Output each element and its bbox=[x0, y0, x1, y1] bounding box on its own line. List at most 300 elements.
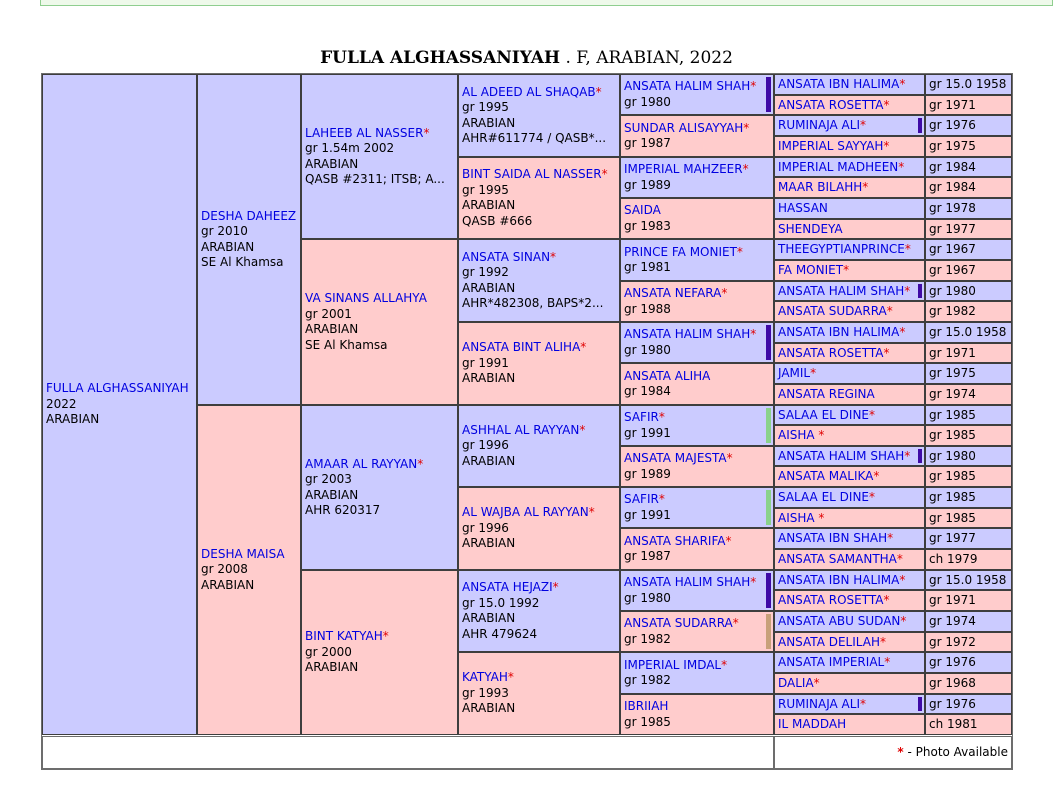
horse-name-link[interactable]: ANSATA REGINA bbox=[778, 387, 875, 401]
photo-star: * bbox=[843, 263, 850, 277]
horse-entry bbox=[624, 699, 770, 715]
pedigree-cell-gen4 bbox=[458, 322, 620, 405]
photo-star: * bbox=[899, 77, 906, 91]
pedigree-cell-gen6 bbox=[774, 177, 925, 198]
pedigree-cell-gen5 bbox=[620, 74, 774, 115]
legend-star: * bbox=[897, 745, 904, 759]
horse-entry bbox=[462, 505, 616, 521]
pedigree-cell-gen4 bbox=[458, 405, 620, 487]
color-marker bbox=[766, 614, 771, 649]
photo-star: * bbox=[862, 180, 869, 194]
pedigree-cell-gen6 bbox=[774, 363, 925, 384]
horse-detail: gr 1996 bbox=[462, 520, 509, 535]
horse-entry bbox=[624, 245, 770, 261]
horse-color-year: gr 1985 bbox=[925, 487, 1012, 508]
horse-detail: gr 1980 bbox=[624, 342, 671, 357]
pedigree-cell-gen6 bbox=[774, 322, 925, 343]
horse-entry bbox=[462, 250, 616, 266]
horse-detail: gr 1981 bbox=[624, 260, 671, 274]
horse-name-link[interactable]: IMPERIAL MAHZEER bbox=[624, 162, 743, 176]
photo-star: * bbox=[382, 629, 389, 644]
photo-star: * bbox=[658, 492, 665, 506]
horse-entry bbox=[624, 121, 770, 137]
color-marker bbox=[918, 118, 922, 133]
horse-name-link[interactable]: ANSATA HALIM SHAH bbox=[624, 575, 751, 589]
pedigree-cell-gen4 bbox=[458, 74, 620, 157]
horse-entry bbox=[624, 492, 770, 508]
pedigree-cell-gen6 bbox=[774, 652, 925, 673]
pedigree-cell-gen6 bbox=[774, 425, 925, 446]
horse-entry bbox=[624, 451, 770, 467]
horse-name-link[interactable]: ANSATA IBN HALIMA bbox=[778, 325, 900, 339]
horse-name-link[interactable]: KATYAH bbox=[462, 670, 508, 685]
horse-entry bbox=[46, 381, 193, 397]
horse-color-year: gr 1975 bbox=[925, 363, 1012, 384]
horse-detail: gr 1980 bbox=[624, 590, 671, 605]
horse-name-link[interactable]: SAIDA bbox=[624, 203, 661, 217]
photo-star: * bbox=[883, 593, 890, 607]
pedigree-cell-gen6 bbox=[774, 343, 925, 363]
horse-name-link[interactable]: ANSATA SAMANTHA bbox=[778, 552, 897, 566]
horse-color-year: ch 1981 bbox=[925, 714, 1012, 735]
horse-detail: QASB #666 bbox=[462, 213, 533, 228]
horse-entry bbox=[305, 291, 454, 307]
horse-name-link[interactable]: IMPERIAL SAYYAH bbox=[778, 139, 884, 153]
pedigree-cell-gen4 bbox=[458, 239, 620, 322]
photo-star: * bbox=[873, 469, 880, 483]
pedigree-cell-gen5 bbox=[620, 652, 774, 694]
horse-color-year: gr 1967 bbox=[925, 260, 1012, 281]
pedigree-cell-gen3 bbox=[301, 74, 458, 239]
pedigree-cell-gen6 bbox=[774, 673, 925, 694]
horse-color-year: gr 1971 bbox=[925, 95, 1012, 115]
horse-detail: ARABIAN bbox=[462, 701, 516, 716]
horse-name-link[interactable]: ANSATA ROSETTA bbox=[778, 98, 884, 112]
photo-star: * bbox=[658, 410, 665, 424]
horse-name-link[interactable]: SAFIR bbox=[624, 492, 659, 506]
horse-color-year: gr 1977 bbox=[925, 219, 1012, 239]
photo-star: * bbox=[732, 616, 739, 630]
color-marker bbox=[766, 408, 771, 443]
photo-star: * bbox=[899, 573, 906, 587]
horse-color-year: gr 1980 bbox=[925, 446, 1012, 466]
horse-color-year: gr 1974 bbox=[925, 611, 1012, 632]
horse-name-link[interactable]: AMAAR AL RAYYAN bbox=[305, 456, 418, 471]
horse-entry bbox=[462, 580, 616, 596]
horse-color-year: gr 1976 bbox=[925, 694, 1012, 714]
horse-color-year: gr 1977 bbox=[925, 528, 1012, 549]
horse-name-link[interactable]: BINT KATYAH bbox=[305, 629, 383, 644]
photo-star: * bbox=[580, 340, 587, 355]
horse-name-link[interactable]: ANSATA IBN HALIMA bbox=[778, 573, 900, 587]
horse-name-link[interactable]: RUMINAJA ALI bbox=[778, 118, 860, 132]
horse-name-link[interactable]: ANSATA HALIM SHAH bbox=[778, 449, 905, 463]
horse-name-link[interactable]: ANSATA BINT ALIHA bbox=[462, 340, 581, 355]
pedigree-cell-gen5 bbox=[620, 528, 774, 570]
horse-color-year: gr 1980 bbox=[925, 281, 1012, 301]
photo-star: * bbox=[721, 657, 728, 672]
pedigree-cell-gen3 bbox=[301, 570, 458, 735]
pedigree-cell-gen6 bbox=[774, 590, 925, 611]
photo-star: * bbox=[507, 670, 514, 685]
pedigree-cell-gen6 bbox=[774, 198, 925, 219]
horse-name-link[interactable]: AL WAJBA AL RAYYAN bbox=[462, 505, 589, 520]
horse-detail: gr 1995 bbox=[462, 100, 509, 114]
horse-entry bbox=[462, 423, 616, 439]
color-marker bbox=[918, 697, 922, 711]
photo-star: * bbox=[886, 304, 893, 318]
horse-name-link[interactable]: BINT SAIDA AL NASSER bbox=[462, 167, 602, 181]
photo-star: * bbox=[423, 125, 430, 140]
horse-entry bbox=[305, 126, 454, 142]
pedigree-cell-gen6 bbox=[774, 508, 925, 528]
color-marker bbox=[766, 325, 771, 360]
horse-detail: AHR*482308, BAPS*2... bbox=[462, 296, 604, 310]
horse-color-year: gr 1974 bbox=[925, 384, 1012, 405]
pedigree-cell-gen5 bbox=[620, 405, 774, 446]
horse-name-link[interactable]: FA MONIET bbox=[778, 263, 844, 277]
horse-name-link[interactable]: SALAA EL DINE bbox=[778, 490, 869, 504]
pedigree-cell-gen4 bbox=[458, 487, 620, 570]
horse-detail: gr 1987 bbox=[624, 549, 671, 563]
horse-name-link[interactable]: SALAA EL DINE bbox=[778, 408, 869, 422]
horse-name-link[interactable]: ANSATA HEJAZI bbox=[462, 580, 553, 594]
pedigree-cell-gen6 bbox=[774, 239, 925, 260]
top-panel-border bbox=[40, 0, 1053, 6]
horse-name-link[interactable]: IMPERIAL MADHEEN bbox=[778, 160, 899, 174]
pedigree-cell-gen6 bbox=[774, 487, 925, 508]
horse-color-year: gr 1975 bbox=[925, 136, 1012, 157]
pedigree-cell-gen6 bbox=[774, 384, 925, 405]
horse-color-year: gr 1985 bbox=[925, 405, 1012, 425]
horse-detail: gr 1989 bbox=[624, 177, 671, 192]
pedigree-cell-gen6 bbox=[774, 611, 925, 632]
horse-name-link[interactable]: ANSATA MALIKA bbox=[778, 469, 874, 483]
horse-entry bbox=[624, 575, 770, 591]
horse-name-link[interactable]: ANSATA HALIM SHAH bbox=[624, 327, 751, 341]
horse-name-link[interactable]: ANSATA SHARIFA bbox=[624, 533, 726, 548]
horse-color-year: ch 1979 bbox=[925, 549, 1012, 570]
horse-color-year: gr 1982 bbox=[925, 301, 1012, 322]
title-details: . F, ARABIAN, 2022 bbox=[565, 48, 733, 68]
pedigree-cell-gen6 bbox=[774, 466, 925, 487]
horse-detail: gr 2003 bbox=[305, 472, 352, 486]
photo-star: * bbox=[818, 428, 825, 442]
pedigree-cell-gen5 bbox=[620, 115, 774, 157]
photo-star: * bbox=[900, 614, 907, 628]
color-marker bbox=[918, 449, 922, 463]
horse-detail: gr 1982 bbox=[624, 631, 671, 646]
horse-detail: ARABIAN bbox=[462, 536, 516, 551]
horse-name-link[interactable]: ANSATA ROSETTA bbox=[778, 346, 884, 360]
horse-detail: gr 1991 bbox=[624, 507, 671, 522]
horse-name-link[interactable]: ANSATA SINAN bbox=[462, 249, 551, 264]
horse-detail: gr 1995 bbox=[462, 182, 509, 197]
horse-name-link[interactable]: IMPERIAL IMDAL bbox=[624, 657, 722, 672]
photo-star: * bbox=[896, 552, 903, 566]
photo-star: * bbox=[818, 511, 825, 525]
horse-detail: ARABIAN bbox=[462, 611, 516, 625]
pedigree-cell-gen5 bbox=[620, 239, 774, 281]
photo-star: * bbox=[899, 325, 906, 339]
pedigree-cell-gen6 bbox=[774, 446, 925, 466]
horse-name-link[interactable]: AISHA bbox=[778, 511, 819, 525]
color-marker bbox=[918, 284, 922, 298]
horse-name-link[interactable]: MAAR BILAHH bbox=[778, 180, 863, 194]
photo-star: * bbox=[869, 408, 875, 422]
horse-name-link[interactable]: IL MADDAH bbox=[778, 717, 847, 731]
photo-star: * bbox=[883, 98, 890, 112]
pedigree-cell-gen5 bbox=[620, 611, 774, 652]
pedigree-cell-gen4 bbox=[458, 157, 620, 239]
horse-name-link[interactable]: PRINCE FA MONIET bbox=[624, 244, 737, 259]
horse-color-year: gr 1985 bbox=[925, 425, 1012, 446]
photo-legend bbox=[774, 736, 1012, 769]
horse-entry bbox=[201, 209, 297, 225]
photo-star: * bbox=[601, 167, 608, 181]
horse-entry bbox=[624, 79, 770, 95]
horse-name-link[interactable]: SHENDEYA bbox=[778, 222, 843, 236]
horse-color-year: gr 15.0 1958 bbox=[925, 74, 1012, 95]
horse-name-link[interactable]: ANSATA HALIM SHAH bbox=[624, 79, 751, 93]
horse-entry bbox=[201, 547, 297, 563]
horse-detail: gr 2001 bbox=[305, 306, 352, 321]
horse-name-link[interactable]: DESHA MAISA bbox=[201, 546, 285, 561]
photo-star: * bbox=[869, 490, 875, 504]
pedigree-cell-gen2 bbox=[197, 405, 301, 735]
horse-detail: gr 1991 bbox=[462, 355, 509, 370]
pedigree-cell-gen6 bbox=[774, 157, 925, 177]
horse-entry bbox=[624, 658, 770, 674]
horse-detail: gr 2000 bbox=[305, 644, 352, 659]
horse-detail: ARABIAN bbox=[462, 280, 516, 295]
horse-detail: gr 2010 bbox=[201, 224, 248, 238]
horse-name-link[interactable]: JAMIL bbox=[778, 366, 811, 380]
photo-star: * bbox=[552, 580, 559, 594]
pedigree-cell-gen5 bbox=[620, 570, 774, 611]
horse-name-link[interactable]: ANSATA NEFARA bbox=[624, 286, 722, 300]
pedigree-cell-gen6 bbox=[774, 632, 925, 652]
pedigree-cell-gen5 bbox=[620, 487, 774, 528]
horse-color-year: gr 1971 bbox=[925, 590, 1012, 611]
horse-name-link[interactable]: ANSATA SUDARRA bbox=[624, 616, 733, 630]
horse-color-year: gr 1972 bbox=[925, 632, 1012, 652]
pedigree-table bbox=[41, 73, 1013, 770]
photo-star: * bbox=[879, 635, 886, 649]
horse-entry bbox=[624, 327, 770, 343]
horse-detail: gr 1992 bbox=[462, 265, 509, 279]
horse-entry bbox=[624, 203, 770, 219]
horse-detail: gr 1.54m 2002 bbox=[305, 141, 395, 155]
pedigree-cell-gen6 bbox=[774, 219, 925, 239]
horse-color-year: gr 1978 bbox=[925, 198, 1012, 219]
horse-entry bbox=[462, 85, 616, 101]
pedigree-cell-gen6 bbox=[774, 570, 925, 590]
horse-detail: gr 1985 bbox=[624, 714, 671, 729]
horse-color-year: gr 1985 bbox=[925, 508, 1012, 528]
horse-color-year: gr 1984 bbox=[925, 157, 1012, 177]
horse-name-link[interactable]: ANSATA IBN HALIMA bbox=[778, 77, 900, 91]
horse-name-link[interactable]: ANSATA ROSETTA bbox=[778, 593, 884, 607]
pedigree-cell-gen5 bbox=[620, 198, 774, 239]
horse-name-link[interactable]: ANSATA IMPERIAL bbox=[778, 655, 885, 669]
pedigree-cell-gen5 bbox=[620, 694, 774, 735]
horse-color-year: gr 1976 bbox=[925, 652, 1012, 673]
pedigree-cell-gen6 bbox=[774, 528, 925, 549]
horse-detail: ARABIAN bbox=[201, 577, 255, 592]
photo-star: * bbox=[721, 286, 728, 300]
photo-star: * bbox=[887, 531, 894, 545]
horse-detail: ARABIAN bbox=[462, 198, 516, 212]
horse-detail: gr 1980 bbox=[624, 94, 671, 109]
pedigree-cell-gen6 bbox=[774, 260, 925, 281]
horse-name-link[interactable]: ANSATA SUDARRA bbox=[778, 304, 887, 318]
horse-detail: ARABIAN bbox=[305, 322, 359, 336]
horse-detail: SE Al Khamsa bbox=[201, 255, 284, 269]
horse-name-link[interactable]: LAHEEB AL NASSER bbox=[305, 125, 424, 140]
page-title bbox=[0, 48, 1053, 68]
horse-name-link[interactable]: SAFIR bbox=[624, 410, 659, 424]
photo-star: * bbox=[588, 505, 595, 520]
photo-star: * bbox=[810, 366, 817, 380]
horse-name-link[interactable]: ANSATA IBN SHAH bbox=[778, 531, 888, 545]
horse-detail: 2022 bbox=[46, 396, 77, 411]
pedigree-cell-gen4 bbox=[458, 570, 620, 652]
pedigree-cell-gen3 bbox=[301, 239, 458, 405]
pedigree-cell-gen5 bbox=[620, 322, 774, 363]
color-marker bbox=[766, 77, 771, 112]
horse-detail: gr 1987 bbox=[624, 136, 671, 150]
horse-name-link[interactable]: RUMINAJA ALI bbox=[778, 697, 860, 711]
photo-star: * bbox=[743, 120, 750, 135]
pedigree-cell-gen6 bbox=[774, 714, 925, 735]
pedigree-cell-gen6 bbox=[774, 115, 925, 136]
horse-detail: gr 1989 bbox=[624, 466, 671, 481]
horse-detail: gr 1983 bbox=[624, 218, 671, 233]
horse-name-link[interactable]: SUNDAR ALISAYYAH bbox=[624, 120, 744, 135]
photo-star: * bbox=[579, 422, 586, 437]
photo-star: * bbox=[904, 449, 911, 463]
horse-color-year: gr 1967 bbox=[925, 239, 1012, 260]
horse-detail: gr 15.0 1992 bbox=[462, 595, 540, 610]
photo-star: * bbox=[550, 249, 557, 264]
photo-star: * bbox=[750, 327, 757, 341]
horse-color-year: gr 15.0 1958 bbox=[925, 322, 1012, 343]
horse-name-link[interactable]: THEEGYPTIANPRINCE bbox=[778, 242, 905, 256]
horse-entry bbox=[305, 629, 454, 645]
photo-star: * bbox=[859, 118, 866, 132]
horse-name-link[interactable]: AL ADEED AL SHAQAB bbox=[462, 84, 596, 99]
photo-star: * bbox=[904, 242, 911, 256]
pedigree-cell-gen5 bbox=[620, 446, 774, 487]
horse-detail: gr 1993 bbox=[462, 685, 509, 700]
horse-detail: gr 1988 bbox=[624, 301, 671, 316]
pedigree-cell-gen6 bbox=[774, 95, 925, 115]
photo-star: * bbox=[750, 79, 757, 93]
horse-name-link[interactable]: IBRIIAH bbox=[624, 699, 669, 713]
horse-detail: ARABIAN bbox=[305, 660, 359, 675]
horse-color-year: gr 1985 bbox=[925, 466, 1012, 487]
horse-detail: gr 1982 bbox=[624, 673, 671, 687]
horse-name-link[interactable]: ANSATA DELILAH bbox=[778, 635, 880, 649]
pedigree-cell-gen3 bbox=[301, 405, 458, 570]
horse-detail: AHR 479624 bbox=[462, 626, 538, 641]
photo-star: * bbox=[898, 160, 905, 174]
horse-color-year: gr 15.0 1958 bbox=[925, 570, 1012, 590]
horse-detail: ARABIAN bbox=[462, 453, 516, 468]
photo-star: * bbox=[813, 676, 820, 690]
photo-star: * bbox=[595, 84, 602, 99]
horse-name-link[interactable]: ANSATA HALIM SHAH bbox=[778, 284, 905, 298]
color-marker bbox=[766, 490, 771, 525]
horse-entry bbox=[624, 616, 770, 632]
pedigree-cell-gen6 bbox=[774, 694, 925, 714]
horse-name-link[interactable]: ANSATA ABU SUDAN bbox=[778, 614, 901, 628]
horse-name-link[interactable]: DESHA DAHEEZ bbox=[201, 208, 297, 223]
horse-name-link[interactable]: HASSAN bbox=[778, 201, 828, 215]
horse-entry bbox=[624, 162, 770, 178]
photo-star: * bbox=[883, 346, 890, 360]
photo-star: * bbox=[883, 139, 890, 153]
pedigree-cell-gen6 bbox=[774, 301, 925, 322]
horse-detail: QASB #2311; ITSB; A... bbox=[305, 172, 445, 186]
pedigree-cell-gen5 bbox=[620, 281, 774, 322]
legend-text: - Photo Available bbox=[903, 745, 1008, 759]
horse-detail: gr 2008 bbox=[201, 562, 248, 577]
photo-star: * bbox=[726, 451, 733, 465]
horse-name-link[interactable]: AISHA bbox=[778, 428, 819, 442]
horse-name-link[interactable]: FULLA ALGHASSANIYAH bbox=[46, 381, 189, 396]
pedigree-cell-gen2 bbox=[197, 74, 301, 405]
horse-detail: ARABIAN bbox=[46, 412, 100, 427]
photo-star: * bbox=[736, 244, 743, 259]
pedigree-cell-gen6 bbox=[774, 405, 925, 425]
horse-name-link[interactable]: ASHHAL AL RAYYAN bbox=[462, 422, 580, 437]
horse-detail: SE Al Khamsa bbox=[305, 337, 388, 352]
photo-star: * bbox=[417, 456, 424, 471]
horse-name-link[interactable]: ANSATA MAJESTA bbox=[624, 451, 727, 465]
horse-color-year: gr 1968 bbox=[925, 673, 1012, 694]
pedigree-cell-gen6 bbox=[774, 549, 925, 570]
horse-detail: AHR 620317 bbox=[305, 503, 381, 517]
horse-name-link[interactable]: DALIA bbox=[778, 676, 814, 690]
horse-name-link[interactable]: VA SINANS ALLAHYA bbox=[305, 291, 427, 305]
horse-detail: AHR#611774 / QASB*... bbox=[462, 131, 607, 145]
horse-detail: ARABIAN bbox=[462, 371, 516, 386]
pedigree-cell-gen6 bbox=[774, 281, 925, 301]
horse-detail: ARABIAN bbox=[201, 239, 255, 254]
horse-detail: ARABIAN bbox=[305, 156, 359, 171]
pedigree-cell-gen6 bbox=[774, 74, 925, 95]
footer-empty-cell bbox=[42, 736, 774, 769]
horse-detail: gr 1996 bbox=[462, 438, 509, 453]
photo-star: * bbox=[884, 655, 891, 669]
horse-detail: ARABIAN bbox=[305, 487, 359, 502]
horse-detail: gr 1984 bbox=[624, 384, 671, 398]
horse-entry bbox=[624, 286, 770, 302]
horse-entry bbox=[305, 457, 454, 473]
horse-entry bbox=[624, 534, 770, 550]
photo-star: * bbox=[859, 697, 866, 711]
horse-name-link[interactable]: ANSATA ALIHA bbox=[624, 368, 711, 383]
pedigree-cell-gen4 bbox=[458, 652, 620, 735]
horse-entry bbox=[462, 670, 616, 686]
horse-color-year: gr 1976 bbox=[925, 115, 1012, 136]
pedigree-cell-gen6 bbox=[774, 136, 925, 157]
color-marker bbox=[766, 573, 771, 608]
pedigree-cell-gen1 bbox=[42, 74, 197, 735]
photo-star: * bbox=[742, 162, 749, 176]
